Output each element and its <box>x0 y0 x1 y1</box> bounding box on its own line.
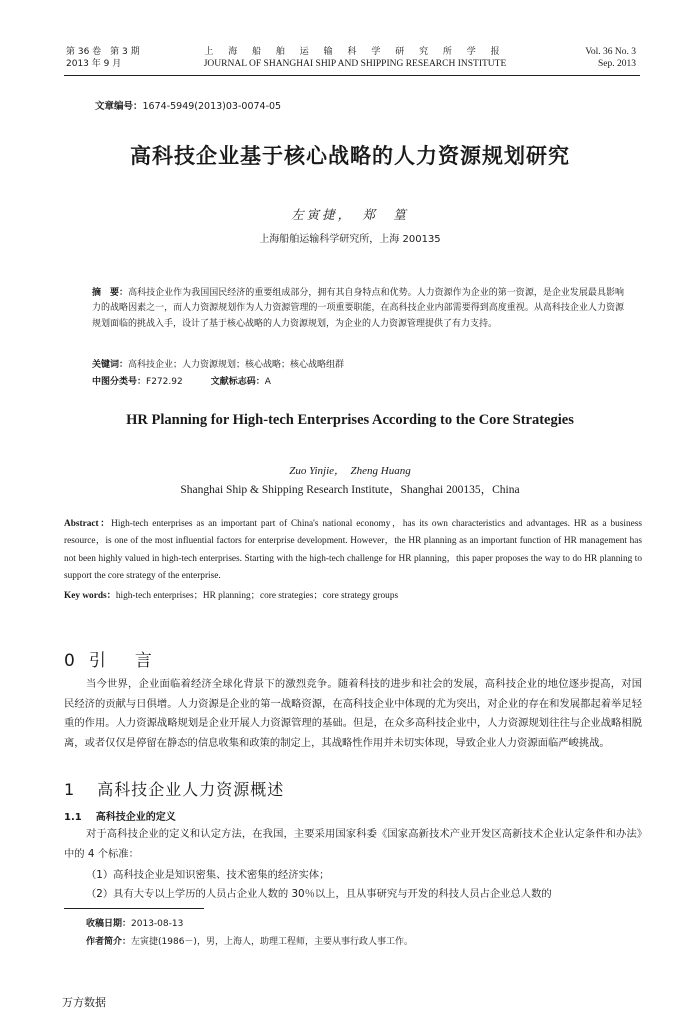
keywords-en-text: high-tech enterprises；HR planning；core strategies；core strategy groups <box>115 591 399 601</box>
abstract-en <box>64 516 642 586</box>
received-label: 收稿日期： <box>86 919 132 929</box>
author-bio-value: 左寅捷(1986－)，男，上海人，助理工程师，主要从事行政人事工作。 <box>131 937 413 947</box>
watermark: 万方数据 <box>62 996 106 1009</box>
section-heading-intro <box>64 646 158 671</box>
received-value: 2013-08-13 <box>131 919 184 929</box>
volume-issue-cn: 第 36 卷 第 3 期 <box>66 47 140 57</box>
section-number: 0 <box>64 651 75 671</box>
affiliation-cn: 上海船舶运输科学研究所，上海 200135 <box>259 234 441 245</box>
header-journal <box>160 46 550 70</box>
keywords-en-label: Key words： <box>64 591 116 601</box>
doc-code-value: A <box>264 377 271 387</box>
journal-name-cn: 上 海 船 舶 运 输 科 学 研 究 所 学 报 <box>204 47 506 57</box>
title-en: HR Planning for High-tech Enterprises According to the Core Strategies <box>126 412 574 428</box>
subsection-title: 高科技企业的定义 <box>95 812 176 823</box>
section-title: 高科技企业人力资源概述 <box>97 780 285 799</box>
author-bio-label: 作者简介： <box>86 937 132 947</box>
section-heading-overview <box>64 777 284 800</box>
affiliation-en: Shanghai Ship & Shipping Research Institute，Shanghai 200135，China <box>180 484 520 496</box>
criteria-item: （2）具有大专以上学历的人员占企业人数的 30％以上，且从事研究与开发的科技人员占企业总人数的 <box>86 888 552 900</box>
journal-name-en: JOURNAL OF SHANGHAI SHIP AND SHIPPING RESEARCH INSTITUTE <box>203 59 507 69</box>
abstract-en-text: High-tech enterprises as an important part of China's national economy，has its own characteristics and advantages. HR as a business resource，is one of the most influential factors for enterprise development. However，the HR planning as an important function of HR management has not been highly valued in high-tech enterprises. Starting with the high-tech challenge for HR planning，this paper proposes the way to do HR planning to support the core strategy of the enterprise. <box>64 519 642 582</box>
keywords-cn-label: 关键词： <box>92 360 129 370</box>
authors-en: Zuo Yinjie， Zheng Huang <box>289 465 411 477</box>
header-rule <box>64 75 640 76</box>
keywords-cn-text: 高科技企业；人力资源规划；核心战略；核心战略组群 <box>128 360 345 370</box>
date-en: Sep. 2013 <box>598 59 636 69</box>
subsection-number: 1.1 <box>64 812 82 823</box>
section-title: 引 言 <box>88 651 158 671</box>
keywords-cn <box>92 357 624 370</box>
criteria-item: （1）高科技企业是知识密集、技术密集的经济实体； <box>86 869 330 881</box>
article-number-label: 文章编号： <box>95 101 143 112</box>
volume-issue-en: Vol. 36 No. 3 <box>585 47 636 57</box>
article-number-value: 1674-5949(2013)03-0074-05 <box>142 101 282 112</box>
abstract-cn <box>92 286 624 332</box>
doc-code-label: 文献标志码： <box>210 377 265 387</box>
definition-paragraph: 对于高科技企业的定义和认定方法，在我国，主要采用国家科委《国家高新技术产业开发区高新技术企业认定条件和办法》中的 4 个标准： <box>64 828 642 860</box>
classification <box>92 374 624 387</box>
header-volume-en <box>585 46 636 70</box>
keywords-en <box>64 587 642 601</box>
intro-paragraph: 当今世界，企业面临着经济全球化背景下的激烈竞争。随着科技的进步和社会的发展，高科技企业的地位逐步提高，对国民经济的贡献与日俱增。人力资源是企业的第一战略资源，在高科技企业中体现的尤为突出，对企业的存在和发展都起着举足轻重的作用。人力资源战略规划是企业开展人力资源管理的基础。但是，在众多高科技企业中，人力资源规划往往与企业战略相脱离，或者仅仅是停留在静态的信息收集和政策的制定上，其战略性作用并未切实体现，导致企业人力资源面临严峻挑战。 <box>64 678 642 749</box>
clc-value: F272.92 <box>146 377 183 387</box>
clc-label: 中图分类号： <box>92 377 147 387</box>
title-cn: 高科技企业基于核心战略的人力资源规划研究 <box>130 144 570 168</box>
subsection-heading-definition <box>64 808 176 823</box>
footnote-author <box>86 934 413 947</box>
section-number: 1 <box>64 780 76 799</box>
abstract-en-label: Abstract： <box>64 519 112 529</box>
abstract-cn-text: 高科技企业作为我国国民经济的重要组成部分，拥有其自身特点和优势。人力资源作为企业的第一资源，是企业发展最具影响力的战略因素之一，而人力资源规划作为人力资源管理的一项重要职能，在高科技企业内部需要得到高度重视。从高科技企业人力资源规划面临的挑战入手，设计了基于核心战略的人力资源规划，为企业的人力资源管理提供了有力支持。 <box>92 288 624 329</box>
authors-cn: 左寅捷， 郑 篁 <box>291 207 409 222</box>
footnote-received <box>86 916 183 929</box>
header-volume-cn <box>66 46 140 70</box>
abstract-cn-label: 摘 要： <box>92 288 129 298</box>
date-cn: 2013 年 9 月 <box>66 59 122 69</box>
article-number <box>95 98 281 112</box>
footnote-rule <box>64 908 204 909</box>
